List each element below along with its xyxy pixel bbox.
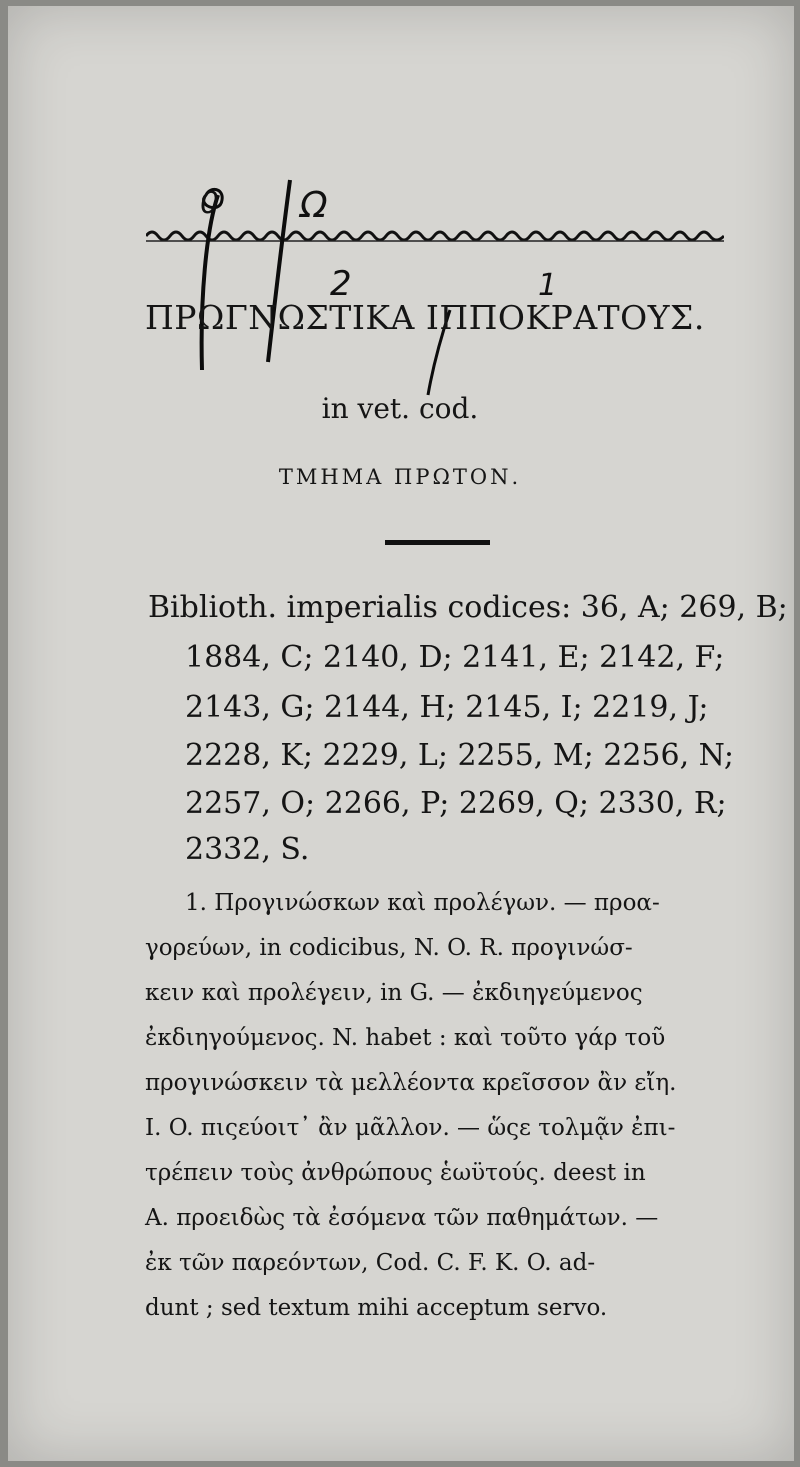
note-line: I. O. πιςεύοιτ᾽ ἂν μᾶλλον. — ὥςε τολμᾷν ἐπι-	[145, 1115, 676, 1141]
note-line: κειν καὶ προλέγειν, in G. — ἐκδιηγεύμενος	[145, 980, 643, 1006]
codices-line: 2228, K; 2229, L; 2255, M; 2256, N;	[185, 738, 734, 773]
note-line: προγινώσκειν τὰ μελλέοντα κρεῖσσον ἂν εἴη.	[145, 1070, 677, 1096]
note-line: γορεύων, in codicibus, N. O. R. προγινώσ-	[145, 935, 633, 961]
handwritten-number-one: 1	[538, 268, 558, 303]
handwritten-number-two: 2	[330, 264, 352, 304]
codices-line: 2332, S.	[185, 832, 310, 867]
page-subtitle: in vet. cod.	[321, 392, 479, 425]
note-line: τρέπειν τοὺς ἀνθρώπους ἑωϋτούς. deest in	[145, 1160, 646, 1186]
note-line: ἐκδιηγούμενος. N. habet : καὶ τοῦτο γάρ τοῦ	[145, 1025, 666, 1051]
codices-line: 1884, C; 2140, D; 2141, E; 2142, F;	[185, 640, 725, 675]
codices-line: Biblioth. imperialis codices: 36, A; 269, B;	[148, 590, 788, 625]
section-heading: ΤΜΗΜΑ ΠΡΩΤΟΝ.	[278, 465, 522, 489]
handwritten-mark-zero: 0	[200, 186, 220, 221]
handwritten-mark-omega: Ω	[300, 185, 328, 226]
note-line: ἐκ τῶν παρεόντων, Cod. C. F. K. O. ad-	[145, 1250, 596, 1276]
heading-divider	[385, 540, 490, 545]
page-title: ΠΡΩΓΝΩΣΤΙΚΑ ΙΠΠΟΚΡΑΤΟΥΣ.	[145, 298, 705, 337]
note-line: 1. Προγινώσκων καὶ προλέγων. — προα-	[185, 890, 660, 916]
note-line: A. προειδὼς τὰ ἐσόμενα τῶν παθημάτων. —	[145, 1205, 659, 1231]
codices-line: 2257, O; 2266, P; 2269, Q; 2330, R;	[185, 786, 727, 821]
note-line: dunt ; sed textum mihi acceptum servo.	[145, 1295, 608, 1321]
codices-line: 2143, G; 2144, H; 2145, I; 2219, J;	[185, 690, 709, 725]
